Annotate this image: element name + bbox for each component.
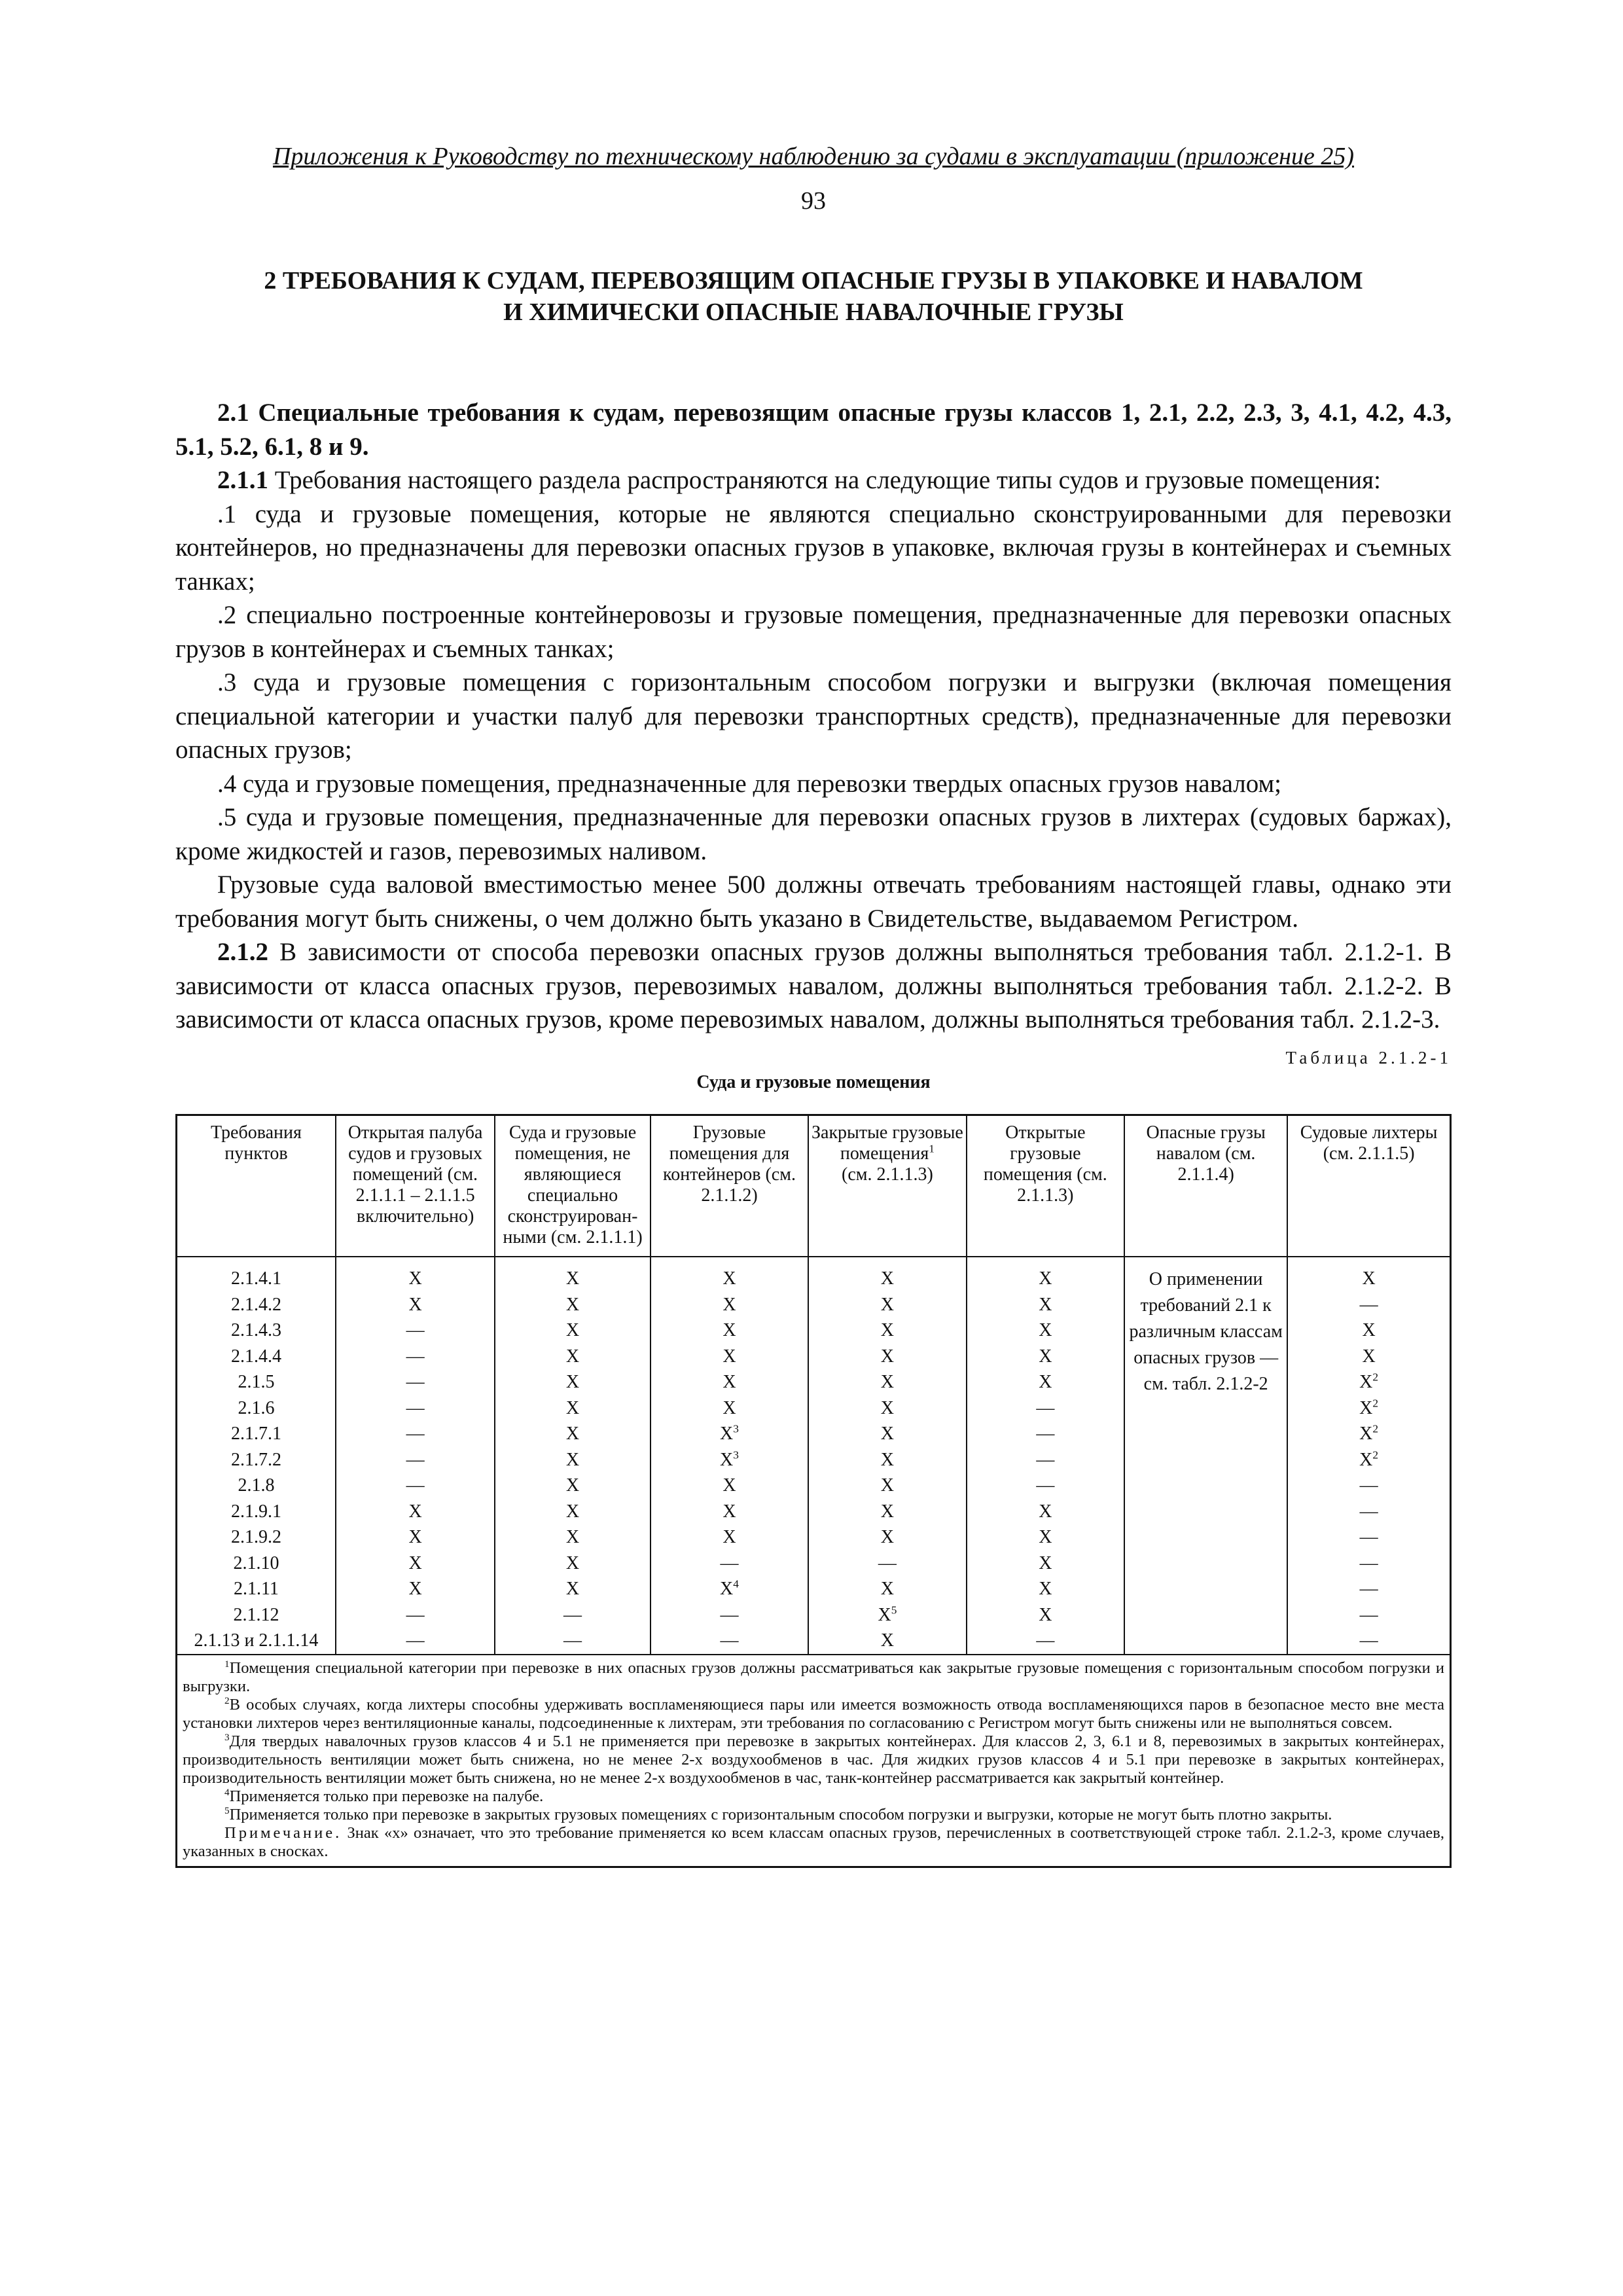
- cell-open-deck: —: [336, 1344, 495, 1370]
- cell-barges: X: [1287, 1344, 1450, 1370]
- paragraph-gross-tonnage: Грузовые суда валовой вместимостью менее 500 должны отвечать требованиям настоящей главы, однако эти требования могут быть снижены, о чем должно быть указано в Свидетельстве, выдаваемом Регистром.: [175, 870, 1452, 933]
- cell-closed-holds: X: [808, 1344, 966, 1370]
- cell-open-deck: —: [336, 1370, 495, 1396]
- cell-non-container-ships: X: [495, 1292, 651, 1318]
- cell-closed-holds: X: [808, 1525, 966, 1551]
- cell-requirement: 2.1.4.3: [177, 1318, 336, 1344]
- cell-closed-holds: X: [808, 1292, 966, 1318]
- header-container-holds: Грузовые помещения для контейнеров (см. 2.1.1.2): [651, 1115, 808, 1257]
- cell-open-holds: X: [967, 1318, 1124, 1344]
- cell-requirement: 2.1.4.1: [177, 1257, 336, 1293]
- cell-barges: —: [1287, 1551, 1450, 1577]
- cell-closed-holds: X: [808, 1577, 966, 1603]
- cell-barges: X: [1287, 1318, 1450, 1344]
- cell-requirement: 2.1.10: [177, 1551, 336, 1577]
- cell-open-holds: X: [967, 1499, 1124, 1525]
- cell-non-container-ships: X: [495, 1473, 651, 1499]
- cell-non-container-ships: X: [495, 1318, 651, 1344]
- cell-open-deck: X: [336, 1551, 495, 1577]
- cell-requirement: 2.1.4.4: [177, 1344, 336, 1370]
- cell-closed-holds: X: [808, 1422, 966, 1448]
- cell-container-holds: X: [651, 1395, 808, 1422]
- cell-non-container-ships: X: [495, 1577, 651, 1603]
- cell-closed-holds: X: [808, 1318, 966, 1344]
- cell-open-deck: X: [336, 1257, 495, 1293]
- header-open-deck: Открытая палуба судов и грузовых помещений (см. 2.1.1.1 – 2.1.1.5 включительно): [336, 1115, 495, 1257]
- cell-barges: $X^2$: [1287, 1395, 1450, 1422]
- cell-open-holds: X: [967, 1344, 1124, 1370]
- list-item-3: .3 суда и грузовые помещения с горизонтальным способом погрузки и выгрузки (включая помещения специальной категории и участки палуб для перевозки транспортных средств), предназначенные для перевозки опасных грузов;: [175, 668, 1452, 764]
- list-item-2: .2 специально построенные контейнеровозы и грузовые помещения, предназначенные для перевозки опасных грузов в контейнерах и съемных танках;: [175, 601, 1452, 663]
- cell-container-holds: —: [651, 1628, 808, 1655]
- chapter-title-line-2: И ХИМИЧЕСКИ ОПАСНЫЕ НАВАЛОЧНЫЕ ГРУЗЫ: [503, 298, 1124, 326]
- cell-requirement: 2.1.8: [177, 1473, 336, 1499]
- paragraph-2-1-1: 2.1.1 Требования настоящего раздела распространяются на следующие типы судов и грузовые помещения:: [217, 466, 1381, 494]
- cell-open-deck: X: [336, 1499, 495, 1525]
- cell-open-holds: X: [967, 1551, 1124, 1577]
- cell-closed-holds: X: [808, 1257, 966, 1293]
- footnote-3: $^3$Для твердых навалочных грузов классов 4 и 5.1 не применяется при перевозке в закрытых контейнерах. Для классов 2, 3, 6.1 и 8, перевозимых в закрытых контейнерах, производительность вентиляции может быть снижена, но не менее 2-х воздухообменов в час. Для жидких грузов классов 4 и 5.1 при перевозке в закрытых контейнерах, производительность вентиляции может быть снижена, но не менее 2-х воздухообменов в час, танк-контейнер рассматривается как закрытый контейнер.: [183, 1731, 1444, 1787]
- cell-non-container-ships: X: [495, 1422, 651, 1448]
- cell-open-holds: X: [967, 1602, 1124, 1628]
- cell-requirement: 2.1.13 и 2.1.1.14: [177, 1628, 336, 1655]
- cell-open-deck: —: [336, 1318, 495, 1344]
- cell-requirement: 2.1.4.2: [177, 1292, 336, 1318]
- header-non-container-ships: Суда и грузовые помещения, не являющиеся специально сконструирован-ными (см. 2.1.1.1): [495, 1115, 651, 1257]
- table-label: Таблица 2.1.2-1: [1285, 1047, 1452, 1067]
- cell-container-holds: X: [651, 1525, 808, 1551]
- list-item-4: .4 суда и грузовые помещения, предназначенные для перевозки твердых опасных грузов навалом;: [217, 769, 1282, 798]
- cell-requirement: 2.1.5: [177, 1370, 336, 1396]
- cell-requirement: 2.1.7.1: [177, 1422, 336, 1448]
- cell-open-deck: —: [336, 1628, 495, 1655]
- cell-open-holds: —: [967, 1395, 1124, 1422]
- cell-open-deck: —: [336, 1395, 495, 1422]
- cell-barges: —: [1287, 1292, 1450, 1318]
- cell-requirement: 2.1.9.2: [177, 1525, 336, 1551]
- cell-non-container-ships: —: [495, 1628, 651, 1655]
- cell-open-holds: X: [967, 1257, 1124, 1293]
- footnote-4: $^4$Применяется только при перевозке на палубе.: [224, 1786, 544, 1805]
- list-item-5: .5 суда и грузовые помещения, предназначенные для перевозки опасных грузов в лихтерах (судовых баржах), кроме жидкостей и газов, перевозимых наливом.: [175, 803, 1452, 865]
- cell-container-holds: $X^3$: [651, 1422, 808, 1448]
- table-body: [177, 1257, 1451, 1655]
- cell-open-deck: X: [336, 1525, 495, 1551]
- cell-open-holds: —: [967, 1628, 1124, 1655]
- cell-container-holds: X: [651, 1318, 808, 1344]
- running-title: Приложения к Руководству по техническому наблюдению за судами в эксплуатации (приложение 25): [272, 143, 1355, 170]
- footnotes-cell: [177, 1655, 1451, 1867]
- cell-closed-holds: X: [808, 1499, 966, 1525]
- table-row: [177, 1257, 1451, 1293]
- cell-non-container-ships: X: [495, 1447, 651, 1473]
- cell-open-deck: X: [336, 1577, 495, 1603]
- cell-container-holds: X: [651, 1292, 808, 1318]
- footnote-5: $^5$Применяется только при перевозке в закрытых грузовых помещениях с горизонтальным способом погрузки и выгрузки, которые не могут быть плотно закрыты.: [224, 1804, 1332, 1823]
- cell-barges: —: [1287, 1602, 1450, 1628]
- header-closed-holds: Закрытые грузовые помещения$^1$ (см. 2.1.1.3): [808, 1115, 966, 1257]
- footnote-2: $^2$В особых случаях, когда лихтеры способны удерживать воспламеняющиеся пары или имеется возможность отвода воспламеняющихся паров в безопасное место вне места установки лихтеров через вентиляционные каналы, подсоединенные к лихтерам, эти требования по согласованию с Регистром могут быть снижены или не выполняться совсем.: [183, 1695, 1444, 1732]
- table-footnotes: [177, 1655, 1451, 1867]
- cell-barges: $X^2$: [1287, 1422, 1450, 1448]
- cell-container-holds: X: [651, 1473, 808, 1499]
- cell-barges: —: [1287, 1525, 1450, 1551]
- cell-open-holds: —: [967, 1422, 1124, 1448]
- cell-open-holds: X: [967, 1525, 1124, 1551]
- cell-closed-holds: X: [808, 1473, 966, 1499]
- cell-container-holds: X: [651, 1344, 808, 1370]
- cell-open-deck: X: [336, 1292, 495, 1318]
- cell-barges: —: [1287, 1499, 1450, 1525]
- cell-non-container-ships: X: [495, 1395, 651, 1422]
- header-requirements: Требования пунктов: [177, 1115, 336, 1257]
- header-bulk-cargo: Опасные грузы навалом (см. 2.1.1.4): [1124, 1115, 1287, 1257]
- chapter-title: [175, 265, 1452, 328]
- cell-open-deck: —: [336, 1447, 495, 1473]
- table-note: Примечание. Знак «x» означает, что это требование применяется ко всем классам опасных грузов, перечисленных в соответствующей строке табл. 2.1.2-3, кроме случаев, указанных в сносках.: [183, 1824, 1444, 1860]
- chapter-title-line-1: 2 ТРЕБОВАНИЯ К СУДАМ, ПЕРЕВОЗЯЩИМ ОПАСНЫЕ ГРУЗЫ В УПАКОВКЕ И НАВАЛОМ: [264, 267, 1363, 295]
- cell-open-holds: X: [967, 1370, 1124, 1396]
- cell-non-container-ships: X: [495, 1499, 651, 1525]
- cell-closed-holds: X: [808, 1628, 966, 1655]
- cell-closed-holds: —: [808, 1551, 966, 1577]
- section-heading: 2.1 Специальные требования к судам, перевозящим опасные грузы классов 1, 2.1, 2.2, 2.3, 3, 4.1, 4.2, 4.3, 5.1, 5.2, 6.1, 8 и 9.: [175, 399, 1452, 461]
- cell-closed-holds: $X^5$: [808, 1602, 966, 1628]
- cell-container-holds: X: [651, 1499, 808, 1525]
- cell-open-holds: X: [967, 1577, 1124, 1603]
- table-caption: Суда и грузовые помещения: [696, 1071, 931, 1092]
- cell-open-holds: X: [967, 1292, 1124, 1318]
- cell-container-holds: —: [651, 1551, 808, 1577]
- cell-requirement: 2.1.9.1: [177, 1499, 336, 1525]
- cell-barges: $X^2$: [1287, 1370, 1450, 1396]
- cell-non-container-ships: X: [495, 1257, 651, 1293]
- cell-open-deck: —: [336, 1422, 495, 1448]
- cell-non-container-ships: X: [495, 1344, 651, 1370]
- cell-container-holds: —: [651, 1602, 808, 1628]
- cell-container-holds: X: [651, 1370, 808, 1396]
- cell-container-holds: X: [651, 1257, 808, 1293]
- page-number: 93: [801, 187, 826, 215]
- cell-open-holds: —: [967, 1473, 1124, 1499]
- cell-container-holds: $X^4$: [651, 1577, 808, 1603]
- cell-barges: X: [1287, 1257, 1450, 1293]
- paragraph-2-1-2: 2.1.2 В зависимости от способа перевозки опасных грузов должны выполняться требования табл. 2.1.2-1. В зависимости от класса опасных грузов, перевозимых навалом, должны выполняться требования табл. 2.1.2-2. В зависимости от класса опасных грузов, кроме перевозимых навалом, должны выполняться требования табл. 2.1.2-3.: [175, 938, 1452, 1033]
- cell-barges: —: [1287, 1628, 1450, 1655]
- header-barges: Судовые лихтеры (см. 2.1.1.5): [1287, 1115, 1450, 1257]
- cell-open-deck: —: [336, 1473, 495, 1499]
- cell-requirement: 2.1.12: [177, 1602, 336, 1628]
- cell-closed-holds: X: [808, 1395, 966, 1422]
- table-header-row: [177, 1115, 1451, 1257]
- cell-open-deck: —: [336, 1602, 495, 1628]
- cell-barges: $X^2$: [1287, 1447, 1450, 1473]
- body-text: [175, 396, 1452, 1037]
- list-item-1: .1 суда и грузовые помещения, которые не являются специально сконструированными для перевозки контейнеров, но предназначены для перевозки опасных грузов в упаковке, включая грузы в контейнерах и съемных танках;: [175, 499, 1452, 596]
- cell-open-holds: —: [967, 1447, 1124, 1473]
- cell-bulk-cargo-note: О применении требований 2.1 к различным классам опасных грузов — см. табл. 2.1.2-2: [1124, 1257, 1287, 1655]
- cell-non-container-ships: X: [495, 1551, 651, 1577]
- cell-container-holds: $X^3$: [651, 1447, 808, 1473]
- cell-non-container-ships: X: [495, 1525, 651, 1551]
- cell-barges: —: [1287, 1473, 1450, 1499]
- cell-requirement: 2.1.7.2: [177, 1447, 336, 1473]
- cell-closed-holds: X: [808, 1447, 966, 1473]
- cell-barges: —: [1287, 1577, 1450, 1603]
- cell-closed-holds: X: [808, 1370, 966, 1396]
- cell-requirement: 2.1.6: [177, 1395, 336, 1422]
- footnote-1: $^1$Помещения специальной категории при перевозке в них опасных грузов должны рассматриваться как закрытые грузовые помещения с горизонтальным способом погрузки и выгрузки.: [183, 1658, 1444, 1695]
- cell-non-container-ships: X: [495, 1370, 651, 1396]
- document-page: [175, 141, 1452, 1868]
- header-open-holds: Открытые грузовые помещения (см. 2.1.1.3): [967, 1115, 1124, 1257]
- requirements-table: [175, 1114, 1452, 1869]
- cell-requirement: 2.1.11: [177, 1577, 336, 1603]
- cell-non-container-ships: —: [495, 1602, 651, 1628]
